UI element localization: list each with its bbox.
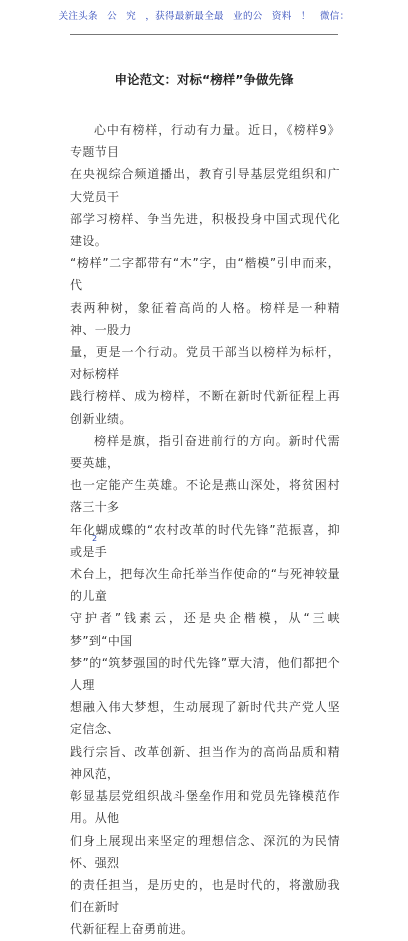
text-line: 代新征程上奋勇前进。	[70, 922, 194, 937]
text-line: 彰显基层党组织战斗堡垒作用和党员先锋模范作用。从他	[70, 789, 340, 826]
text-line: 梦”的“筑梦强国的时代先锋”覃大清，他们都把个人理	[70, 655, 340, 693]
paragraph	[70, 430, 340, 941]
text-line: 榜样是旗，指引奋进前行的方向。新时代需要英雄，	[70, 433, 340, 471]
text-line: 术台上，把每次生命托举当作使命的“与死神较量的儿童	[70, 567, 340, 604]
banner-segment: 公	[107, 11, 117, 22]
banner-segment: 微信：	[319, 11, 350, 22]
text-line: 践行宗旨、改革创新、担当作为的高尚品质和精神风范，	[70, 744, 340, 781]
text-line: 们身上展现出来坚定的理想信念、深沉的为民情怀、强烈	[70, 833, 340, 870]
banner-segment: ！	[300, 11, 311, 22]
text-line: 想融入伟大梦想，生动展现了新时代共产党人坚定信念、	[70, 700, 340, 737]
document-body	[70, 119, 340, 941]
text-line: 部学习榜样、争当先进，积极投身中国式现代化建设。	[70, 211, 340, 249]
text-line: 践行榜样、成为榜样，不断在新时代新征程上再创新业绩。	[70, 389, 340, 426]
banner-segment: 关注头条	[58, 11, 98, 22]
text-line: 守护者”钱素云，还是央企楷模，从“三峡梦”到“中国	[70, 611, 340, 648]
text-line: 年化蝴成蝶的“农村改革的时代先锋”范振喜，抑或是手	[70, 522, 340, 559]
page-number: 2	[92, 534, 98, 543]
banner-segment: 业的公	[233, 11, 263, 22]
header-divider	[70, 34, 338, 35]
text-line: 在央视综合频道播出，教育引导基层党组织和广大党员干	[70, 167, 340, 204]
top-banner	[0, 8, 408, 22]
paragraph	[70, 119, 340, 430]
text-line: 的责任担当，是历史的，也是时代的，将激励我们在新时	[70, 877, 340, 915]
text-line: 量，更是一个行动。党员干部当以榜样为标杆，对标榜样	[70, 345, 340, 382]
text-line: 心中有榜样，行动有力量。近日，《榜样9》专题节目	[70, 123, 340, 160]
text-line: “榜样”二字都带有“木”字，由“楷模”引申而来，代	[70, 256, 340, 293]
document-title: 申论范文：对标“榜样”争做先锋	[114, 72, 294, 87]
banner-segment: 资料	[271, 11, 292, 22]
text-line: 也一定能产生英雄。不论是燕山深处，将贫困村落三十多	[70, 478, 340, 515]
banner-segment: ，获得最新最全最	[145, 11, 224, 22]
banner-segment: 究	[126, 11, 137, 22]
text-line: 表两种树，象征着高尚的人格。榜样是一种精神、一股力	[70, 300, 340, 337]
